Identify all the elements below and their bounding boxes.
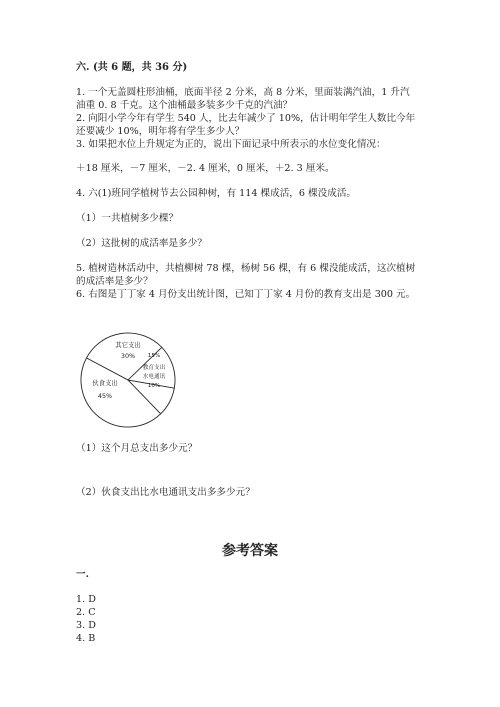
pie-slice-label-3: 水电通讯	[142, 374, 166, 380]
section-title: 六. (共 6 题，共 36 分)	[76, 62, 188, 73]
question-4-sub-2: （2）这批树的成活率是多少？	[76, 238, 207, 249]
pie-slice-value-4: 45%	[97, 392, 113, 400]
question-1-line-2: 油重 0. 8 千克。这个油桶最多装多少千克的汽油？	[76, 100, 293, 111]
question-4-sub-1: （1）一共植树多少棵？	[76, 213, 179, 224]
question-3-line-1: 3. 如果把水位上升规定为正的，说出下面记录中所表示的水位变化情况：	[76, 139, 386, 150]
pie-slice-label-2: 教育支出	[142, 365, 166, 371]
pie-slice-label-1: 其它支出	[115, 341, 141, 349]
pie-slice-value-1: 30%	[120, 352, 136, 360]
pie-slice-value-2: 15%	[147, 353, 161, 359]
question-1-line-1: 1. 一个无盖圆柱形油桶，底面半径 2 分米，高 8 分米，里面装满汽油，1 升汽	[76, 87, 410, 98]
answers-title: 参考答案	[222, 543, 278, 559]
pie-slice-label-4: 伙食支出	[92, 379, 118, 387]
answer-item-4: 4. B	[76, 633, 96, 644]
question-6-sub-2: （2）伙食支出比水电通讯支出多多少元？	[76, 487, 255, 498]
question-5-line-1: 5. 植树造林活动中，共植柳树 78 棵，杨树 56 棵，有 6 棵没能成活，这次植树	[76, 263, 416, 274]
question-2-line-1: 2. 向阳小学今年有学生 540 人，比去年减少了 10%，估计明年学生人数比今年	[76, 113, 416, 124]
question-5-line-2: 的成活率是多少？	[76, 276, 153, 287]
pie-slice-value-3: 10%	[147, 383, 161, 389]
answer-item-1: 1. D	[76, 594, 96, 605]
answer-item-2: 2. C	[76, 607, 96, 618]
question-3-line-2: ＋18 厘米，－7 厘米，－2. 4 厘米，0 厘米，＋2. 3 厘米。	[76, 163, 335, 174]
question-4-line-1: 4. 六(1)班同学植树节去公园种树，有 114 棵成活，6 棵没成活。	[76, 188, 357, 199]
answer-item-3: 3. D	[76, 620, 96, 631]
question-6-line-1: 6. 右图是丁丁家 4 月份支出统计图，已知丁丁家 4 月份的教育支出是 300 元。	[76, 289, 416, 300]
question-6-sub-1: （1）这个月总支出多少元？	[76, 443, 198, 454]
pie-chart	[78, 330, 178, 430]
answers-part-label: 一.	[76, 569, 89, 580]
question-2-line-2: 还要减少 10%，明年将有学生多少人？	[76, 126, 245, 137]
